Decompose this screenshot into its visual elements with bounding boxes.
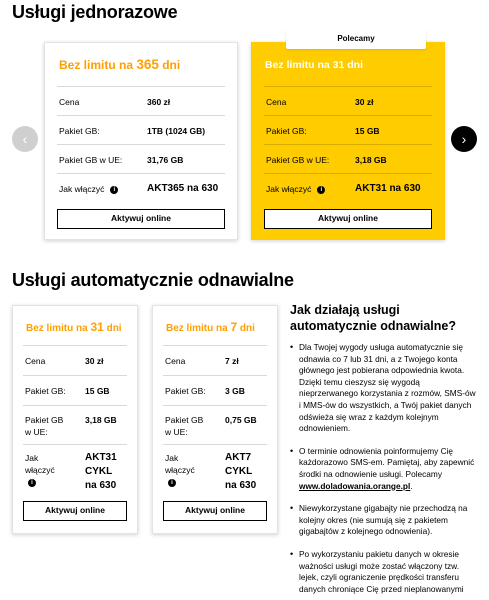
row-label: Cena xyxy=(266,97,287,107)
offer-row-gb xyxy=(57,115,225,144)
row-value: 0,75 GB xyxy=(225,415,257,425)
offer-row-activate xyxy=(23,444,127,496)
info-heading: Jak działają usługi automatycznie odnawialne? xyxy=(290,303,457,333)
info-icon[interactable]: i xyxy=(317,186,325,194)
row-value: AKT7 xyxy=(225,452,252,463)
row-value: 3,18 GB xyxy=(85,415,117,425)
row-label: Cena xyxy=(25,356,46,366)
title-text: dni xyxy=(158,58,181,72)
row-label: w UE: xyxy=(25,427,48,437)
row-value: na 630 xyxy=(85,480,117,491)
title-number: 31 xyxy=(90,320,104,334)
offer-row-gb-eu xyxy=(264,144,432,173)
row-label: Jak włączyć xyxy=(266,184,312,194)
row-label: Pakiet GB xyxy=(25,415,64,425)
row-value: 15 GB xyxy=(85,386,110,396)
offer-row-gb xyxy=(163,375,267,405)
row-value: 3 GB xyxy=(225,386,245,396)
row-value: CYKL xyxy=(85,466,113,477)
row-value: 31,76 GB xyxy=(147,155,184,165)
offer-card-title xyxy=(59,57,180,72)
row-label: Pakiet GB xyxy=(165,415,204,425)
row-label: Cena xyxy=(59,97,80,107)
row-label: Pakiet GB w UE: xyxy=(59,155,123,165)
offer-row-price xyxy=(264,86,432,115)
recommended-badge: Polecamy xyxy=(286,29,426,49)
row-value: AKT31 na 630 xyxy=(355,183,421,194)
row-label: Cena xyxy=(165,356,186,366)
info-bullet: • Niewykorzystane gigabajty nie przechodzą na kolejny okres (nie sumują się z pakietem gigabajtów z kolejnego odnowienia). xyxy=(290,503,478,538)
row-value: 7 zł xyxy=(225,356,239,366)
offer-row-price xyxy=(23,345,127,375)
row-value: AKT365 na 630 xyxy=(147,183,219,194)
offer-row-activate xyxy=(163,444,267,496)
offer-row-price xyxy=(163,345,267,375)
info-bullet-list xyxy=(290,342,478,600)
activate-online-button[interactable]: Aktywuj online xyxy=(264,209,432,229)
offer-row-gb-eu xyxy=(163,405,267,444)
offer-card-365 xyxy=(44,42,238,240)
activate-online-button[interactable]: Aktywuj online xyxy=(23,501,127,521)
offer-row-activate xyxy=(264,173,432,203)
title-text: Bez limitu na xyxy=(166,323,231,334)
offer-row-price xyxy=(57,86,225,115)
info-icon[interactable]: i xyxy=(110,186,118,194)
title-text: dni xyxy=(103,323,122,334)
title-number: 365 xyxy=(136,57,159,72)
title-number: 7 xyxy=(230,320,238,334)
offer-card-title: Bez limitu na 31 dni xyxy=(265,59,364,71)
chevron-right-icon[interactable]: › xyxy=(451,126,477,152)
auto-offer-card-7 xyxy=(152,305,278,534)
offer-row-gb-eu xyxy=(57,144,225,173)
row-label: Jak włączyć xyxy=(59,184,105,194)
title-text: Bez limitu na xyxy=(59,58,137,72)
info-bullet-text: . xyxy=(410,480,413,491)
row-value: AKT31 xyxy=(85,452,117,463)
row-label: Pakiet GB w UE: xyxy=(266,155,330,165)
row-label: Jak xyxy=(25,453,39,463)
recharge-link[interactable]: www.doladowania.orange.pl xyxy=(299,480,411,491)
section-title-one-time: Usługi jednorazowe xyxy=(12,2,178,22)
offer-card-title xyxy=(166,320,255,334)
row-label: w UE: xyxy=(165,427,188,437)
row-label: włączyć xyxy=(25,465,55,475)
section-title-auto: Usługi automatycznie odnawialne xyxy=(12,270,294,290)
row-value: 15 GB xyxy=(355,126,380,136)
info-bullet-text: O terminie odnowienia poinformujemy Cię każdorazowo SMS-em. Pamiętaj, aby zapewnić środki na odnowienie usługi. Polecamy xyxy=(299,445,475,479)
activate-online-button[interactable]: Aktywuj online xyxy=(163,501,267,521)
row-label: Pakiet GB: xyxy=(266,126,307,136)
title-text: Bez limitu na xyxy=(26,323,91,334)
info-icon[interactable]: i xyxy=(28,479,36,487)
row-value: CYKL xyxy=(225,466,253,477)
activate-online-button[interactable]: Aktywuj online xyxy=(57,209,225,229)
info-bullet: • Po wykorzystaniu pakietu danych w okresie ważności usługi może zostać włączony tzw. lejek, czyli ograniczenie prędkości transferu danych chroniące Cię przed nieplanowanymi xyxy=(290,549,478,595)
row-label: Jak xyxy=(165,453,179,463)
offer-row-gb xyxy=(264,115,432,144)
title-text: dni xyxy=(237,323,255,334)
offer-card-title xyxy=(26,320,122,334)
info-icon[interactable]: i xyxy=(168,479,176,487)
row-value: na 630 xyxy=(225,480,257,491)
auto-offer-card-31 xyxy=(12,305,138,534)
row-value: 30 zł xyxy=(85,356,104,366)
info-bullet: • Dla Twojej wygody usługa automatycznie się odnawia co 7 lub 31 dni, a z Twojego konta głównego jest pobierana odpowiednia kwota. Dzięki temu cieszysz się wygodą nieprzerwanego korzystania z rozmów, SMS-ów i MMS-ów do wszystkich, a Twój pakiet danych odświeża się wraz z każdym kolejnym odnowieniem. xyxy=(290,342,478,435)
row-label: włączyć xyxy=(165,465,195,475)
row-label: Pakiet GB: xyxy=(165,386,206,396)
row-value: 360 zł xyxy=(147,97,171,107)
row-value: 1TB (1024 GB) xyxy=(147,126,206,136)
row-value: 30 zł xyxy=(355,97,374,107)
info-bullet xyxy=(290,446,478,492)
offer-row-gb xyxy=(23,375,127,405)
offer-card-31-recommended xyxy=(251,34,445,240)
row-label: Pakiet GB: xyxy=(59,126,100,136)
row-value: 3,18 GB xyxy=(355,155,387,165)
row-label: Pakiet GB: xyxy=(25,386,66,396)
offer-row-activate xyxy=(57,173,225,203)
offer-row-gb-eu xyxy=(23,405,127,444)
chevron-left-icon[interactable]: ‹ xyxy=(12,126,38,152)
